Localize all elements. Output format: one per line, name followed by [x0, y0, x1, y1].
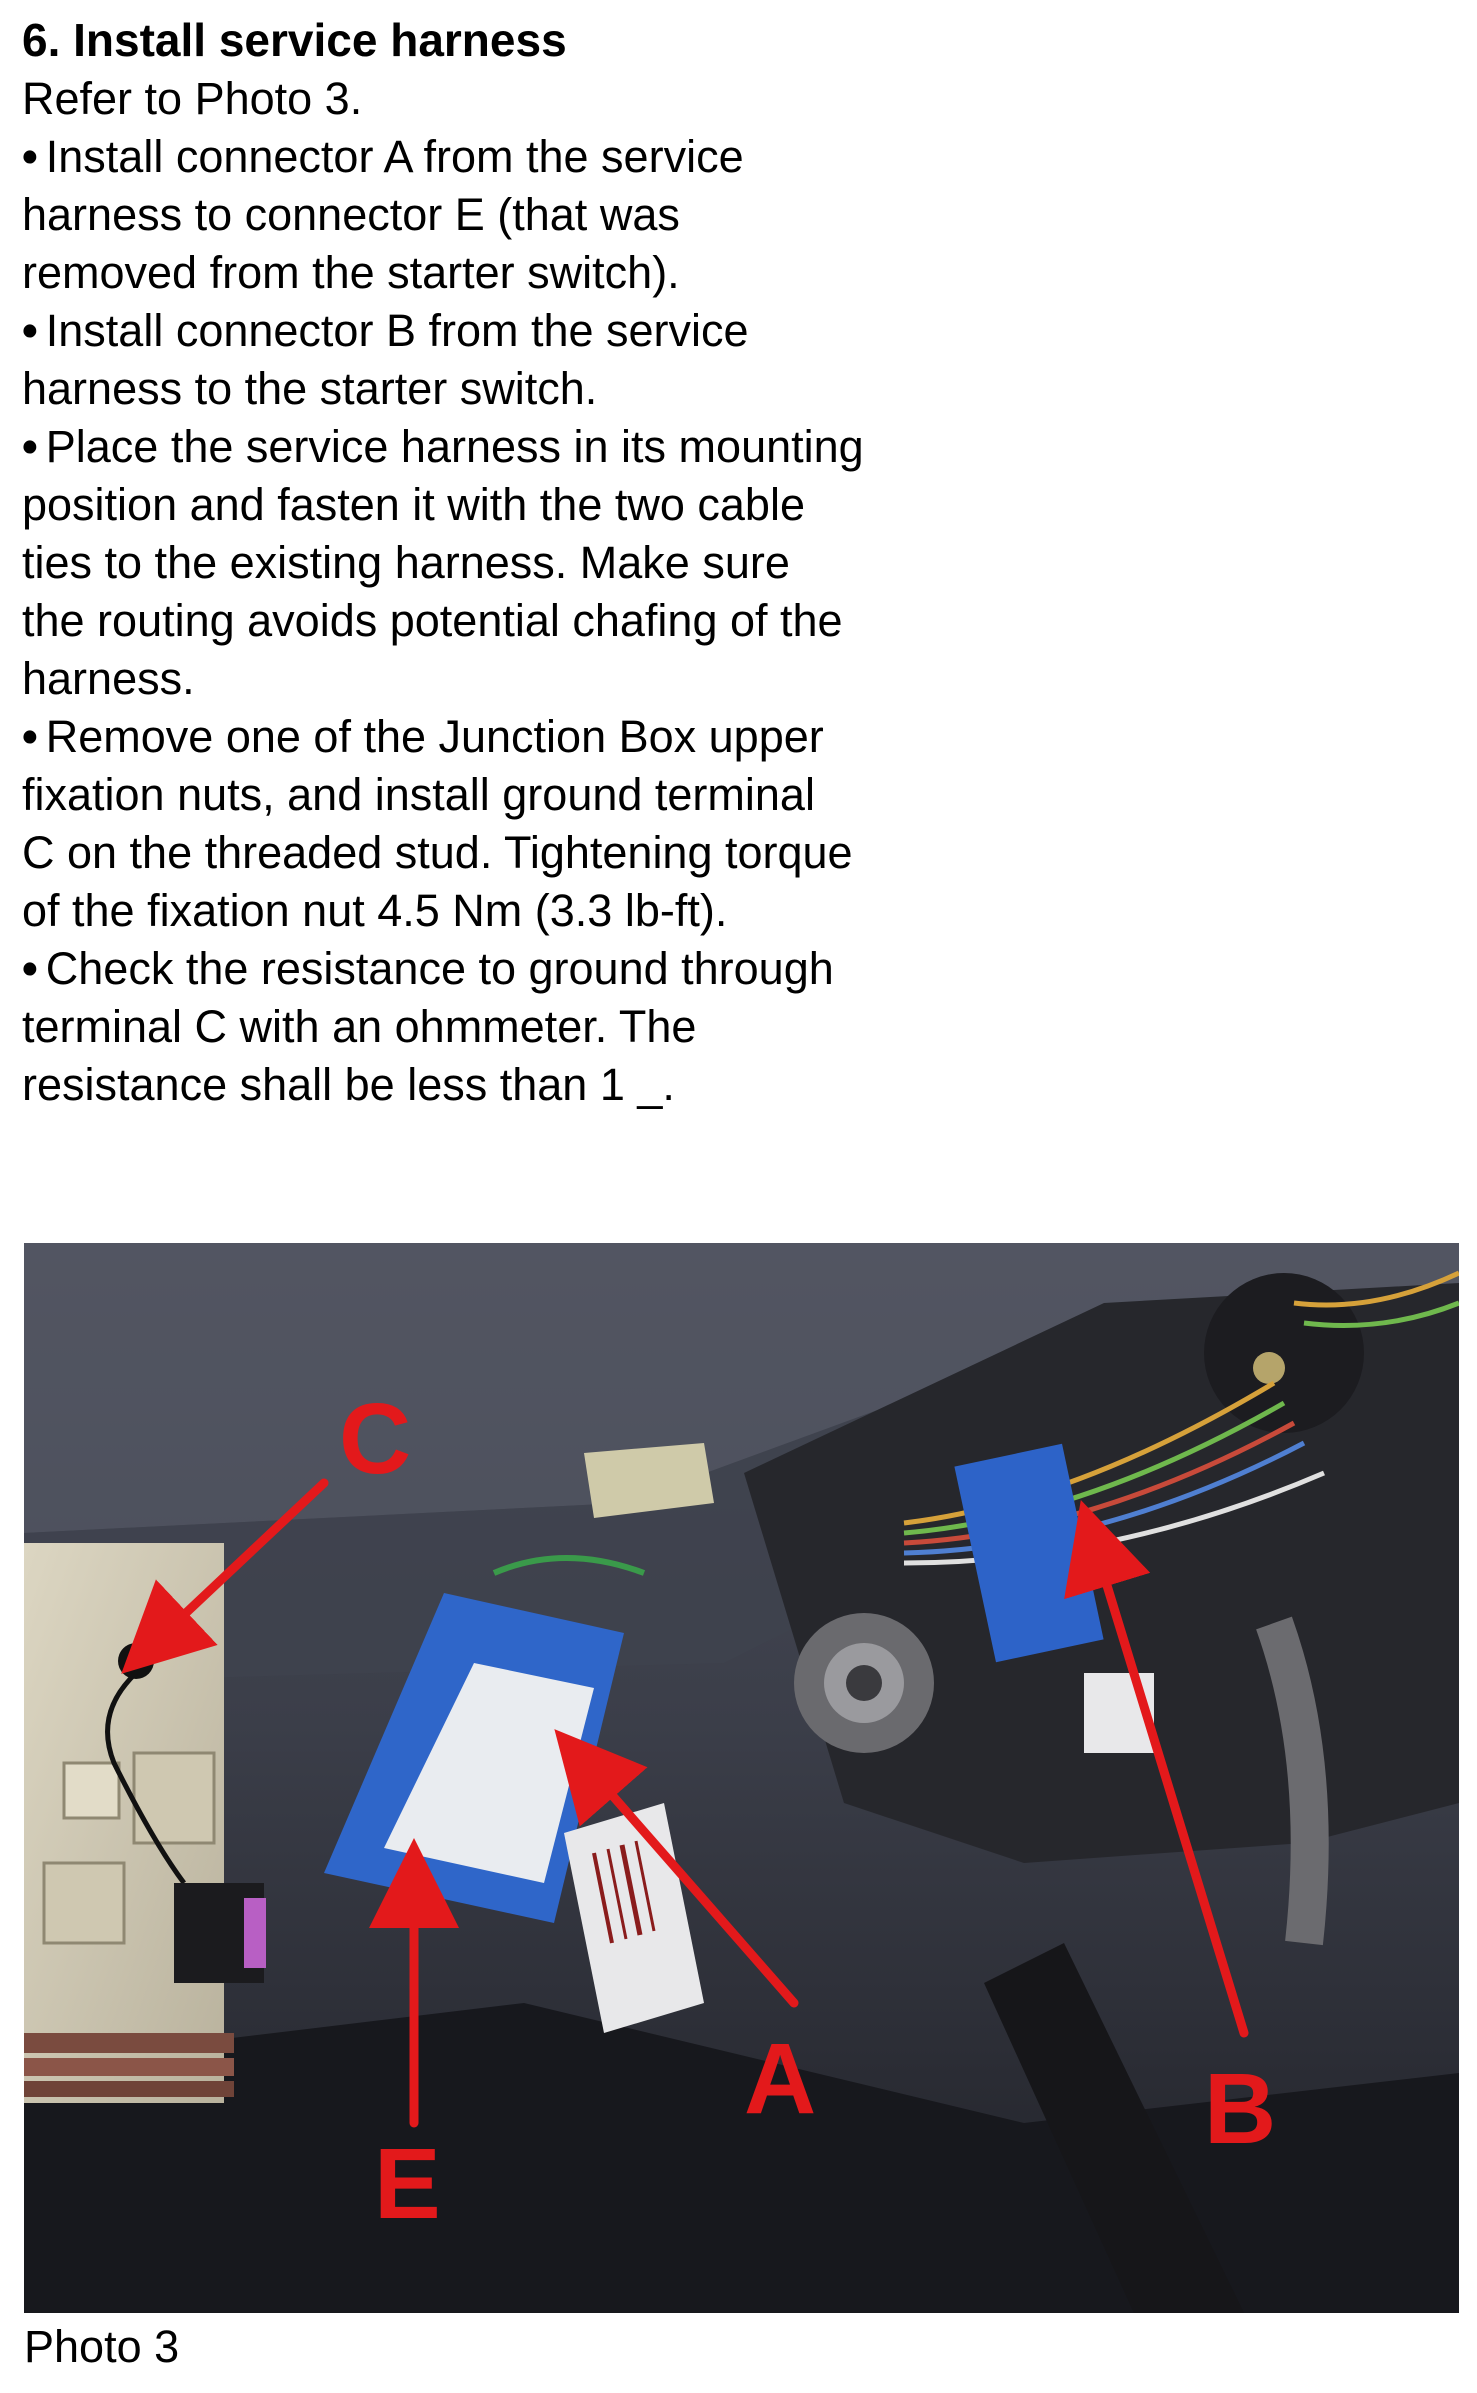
bullet-line: removed from the starter switch).	[22, 247, 680, 298]
bullet-line: resistance shall be less than 1 _.	[22, 1059, 675, 1110]
bullet-line: harness to connector E (that was	[22, 189, 680, 240]
bullet-glyph: •	[22, 711, 38, 762]
bullet-line: fixation nuts, and install ground terminal	[22, 769, 815, 820]
junction-box	[24, 1543, 234, 2103]
bullet-line: Check the resistance to ground through	[45, 943, 834, 994]
photo-caption: Photo 3	[24, 2321, 180, 2372]
bullet-glyph: •	[22, 421, 38, 472]
bullet-line: Install connector B from the service	[45, 305, 749, 356]
bullet-line: terminal C with an ohmmeter. The	[22, 1001, 697, 1052]
bullet-line: of the fixation nut 4.5 Nm (3.3 lb-ft).	[22, 885, 728, 936]
bullet-glyph: •	[22, 131, 38, 182]
bullet-line: harness.	[22, 653, 195, 704]
bullet-item-check-resistance	[22, 940, 1022, 1114]
callout-a: A	[744, 2023, 817, 2135]
callout-e: E	[374, 2128, 441, 2240]
bullet-line: C on the threaded stud. Tightening torque	[22, 827, 853, 878]
bullet-line: harness to the starter switch.	[22, 363, 598, 414]
bullet-line: Remove one of the Junction Box upper	[45, 711, 824, 762]
bullet-item-connector-a	[22, 128, 1022, 302]
bullet-line: position and fasten it with the two cable	[22, 479, 805, 530]
callout-b: B	[1204, 2053, 1277, 2165]
photo-3-illustration	[24, 1243, 1459, 2313]
bullet-list	[22, 128, 1022, 1114]
section-intro: Refer to Photo 3.	[22, 73, 363, 124]
bullet-glyph: •	[22, 305, 38, 356]
bullet-item-place-harness	[22, 418, 1022, 708]
instruction-section	[22, 10, 1022, 1114]
photo-3	[24, 1243, 1459, 2313]
bullet-line: Place the service harness in its mounting	[45, 421, 864, 472]
purple-connector-tab	[244, 1898, 266, 1968]
bullet-item-ground-terminal	[22, 708, 1022, 940]
bullet-line: the routing avoids potential chafing of the	[22, 595, 843, 646]
bullet-line: ties to the existing harness. Make sure	[22, 537, 790, 588]
bullet-item-connector-b	[22, 302, 1022, 418]
callout-c: C	[339, 1383, 412, 1495]
section-heading: 6. Install service harness	[22, 14, 567, 66]
bullet-glyph: •	[22, 943, 38, 994]
bullet-line: Install connector A from the service	[45, 131, 744, 182]
